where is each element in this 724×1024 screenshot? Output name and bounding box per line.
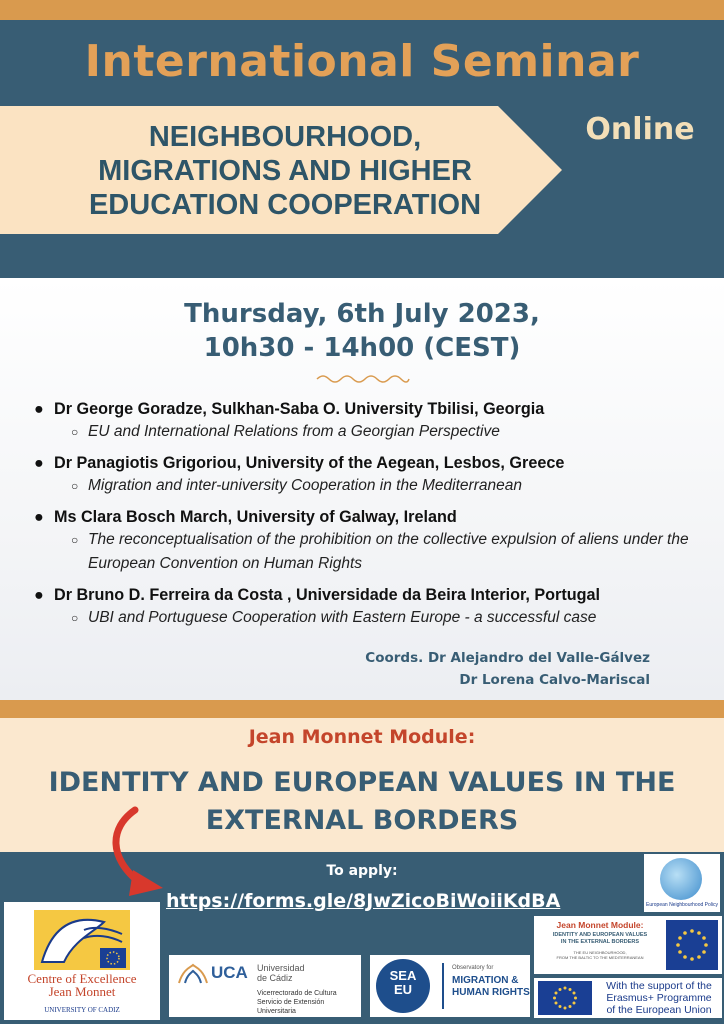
observatory-small: Observatory for — [452, 965, 494, 971]
red-arrow-icon — [105, 800, 175, 900]
coe-sub: UNIVERSITY OF CADIZ — [44, 1006, 120, 1014]
speaker-item — [28, 506, 718, 576]
coe-line: Jean Monnet — [48, 984, 116, 999]
coe-emblem-icon — [34, 910, 130, 970]
uca-logo — [169, 955, 361, 1017]
jmm-sub2-line: FROM THE BALTIC TO THE MEDITERRANEAN — [556, 955, 644, 960]
coe-line: Centre of Excellence — [27, 971, 137, 986]
divider — [442, 963, 444, 1009]
speaker-item — [28, 584, 718, 630]
enp-logo — [644, 854, 720, 912]
seminar-subtitle — [40, 120, 530, 222]
jmm-sub2-line: THE EU NEIGHBOURHOOD, — [573, 950, 627, 955]
top-accent-strip — [0, 0, 724, 20]
event-datetime — [0, 297, 724, 365]
observatory-line: MIGRATION & — [452, 975, 519, 986]
sea-line: SEA — [389, 968, 417, 983]
sea-line: EU — [393, 982, 413, 997]
eu-flag-icon — [538, 981, 592, 1015]
speaker-name: Ms Clara Bosch March, University of Galway, Ireland — [54, 508, 457, 526]
speaker-name: Dr Panagiotis Grigoriou, University of the Aegean, Lesbos, Greece — [54, 454, 565, 472]
centre-of-excellence-logo — [4, 902, 160, 1020]
enp-label: European Neighbourhood Policy — [646, 902, 718, 908]
uca-sub-line: Servicio de Extensión Universitaria — [257, 999, 325, 1015]
apply-link[interactable]: https://forms.gle/8JwZicoBiWoiiKdBA — [166, 890, 561, 912]
speaker-list — [28, 398, 718, 638]
subtitle-line: MIGRATIONS AND HIGHER — [98, 155, 472, 187]
circle-bullet-icon: ○ — [71, 533, 79, 547]
erasmus-line: of the European Union — [606, 1004, 712, 1016]
seminar-title: International Seminar — [84, 36, 640, 87]
orange-divider-bar — [0, 700, 724, 718]
eu-flag-icon — [666, 920, 718, 970]
coordinator-line: Coords. Dr Alejandro del Valle-Gálvez — [365, 650, 650, 666]
uca-sub-line: Vicerrectorado de Cultura — [257, 990, 337, 997]
observatory-line: HUMAN RIGHTS — [452, 987, 530, 998]
subtitle-line: NEIGHBOURHOOD, — [148, 121, 422, 153]
talk-title: UBI and Portuguese Cooperation with Eastern Europe - a successful case — [88, 609, 597, 626]
erasmus-support-logo — [534, 978, 722, 1018]
speaker-name: Dr Bruno D. Ferreira da Costa , Universidade da Beira Interior, Portugal — [54, 586, 601, 604]
circle-bullet-icon: ○ — [71, 611, 79, 625]
apply-label: To apply: — [326, 863, 398, 879]
globe-icon — [660, 858, 702, 900]
online-label: Online — [585, 112, 695, 147]
jmm-sub-line: IDENTITY AND EUROPEAN VALUES — [552, 932, 648, 938]
bullet-icon: ● — [34, 454, 44, 472]
bullet-icon: ● — [34, 400, 44, 418]
uca-name-line: Universidad — [257, 963, 305, 973]
event-time: 10h30 - 14h00 (CEST) — [203, 333, 521, 363]
event-date: Thursday, 6th July 2023, — [184, 299, 540, 329]
speaker-item — [28, 398, 718, 444]
speaker-name: Dr George Goradze, Sulkhan-Saba O. University Tbilisi, Georgia — [54, 400, 545, 418]
uca-emblem-icon — [177, 963, 209, 985]
squiggle-divider — [315, 373, 411, 385]
coordinators — [300, 647, 650, 691]
coordinator-line: Dr Lorena Calvo-Mariscal — [459, 672, 650, 688]
speaker-item — [28, 452, 718, 498]
jean-monnet-module-logo — [534, 916, 722, 974]
jmm-title: Jean Monnet Module: — [556, 920, 644, 930]
module-label: Jean Monnet Module: — [248, 726, 476, 748]
erasmus-line: With the support of the — [606, 980, 712, 992]
circle-bullet-icon: ○ — [71, 479, 79, 493]
talk-title: The reconceptualisation of the prohibition on the collective expulsion of aliens under the European Convention on Human Rights — [88, 531, 689, 572]
bullet-icon: ● — [34, 508, 44, 526]
jmm-sub-line: IN THE EXTERNAL BORDERS — [560, 939, 640, 945]
talk-title: Migration and inter-university Cooperation in the Mediterranean — [88, 477, 522, 494]
sea-eu-logo — [370, 955, 530, 1017]
talk-title: EU and International Relations from a Georgian Perspective — [88, 423, 500, 440]
uca-name-line: de Cádiz — [257, 973, 293, 983]
module-title: IDENTITY AND EUROPEAN VALUES IN THE EXTERNAL BORDERS — [48, 767, 676, 836]
subtitle-line: EDUCATION COOPERATION — [88, 189, 482, 221]
bullet-icon: ● — [34, 586, 44, 604]
erasmus-line: Erasmus+ Programme — [606, 992, 712, 1004]
circle-bullet-icon: ○ — [71, 425, 79, 439]
uca-mark: UCA — [211, 963, 248, 982]
